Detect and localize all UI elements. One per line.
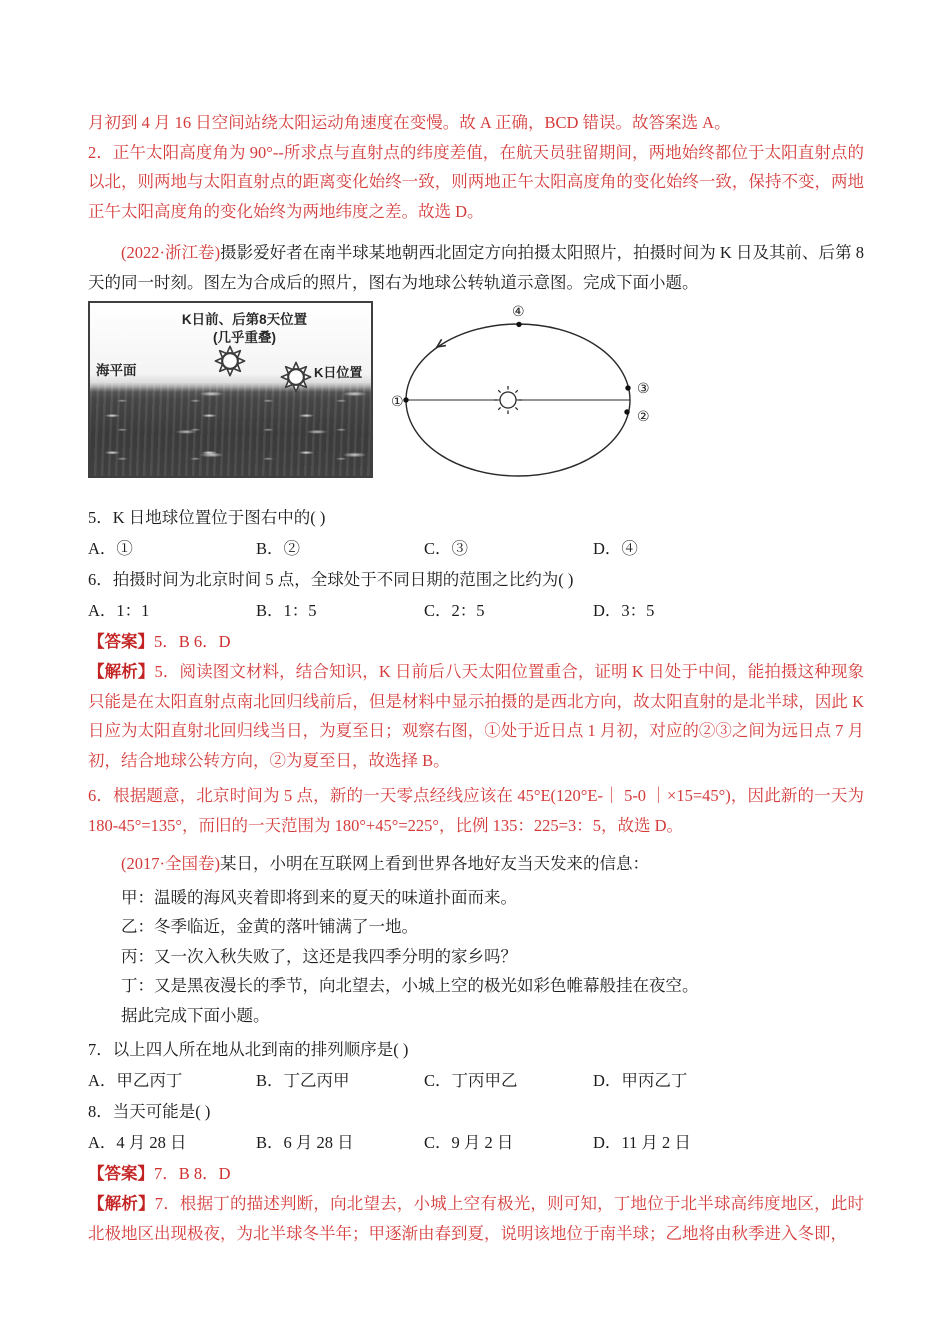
orbit-label-3: ③ bbox=[637, 380, 650, 396]
orbit-dot-4 bbox=[516, 322, 521, 327]
analysis-7-8 bbox=[88, 1189, 864, 1248]
q6-option-c: C．2：5 bbox=[424, 601, 485, 620]
analysis-7-8-text: 7．根据丁的描述判断，向北望去，小城上空有极光，则可知，丁地位于北半球高纬度地区，此时北极地区出现极夜，为北半球冬半年；甲逐渐由春到夏，说明该地位于南半球；乙地将由秋季进入冬即， bbox=[88, 1194, 865, 1243]
analysis-2: 2．正午太阳高度角为 90°--所求点与直射点的纬度差值，在航天员驻留期间，两地始终都位于太阳直射点的以北，则两地与太阳直射点的距离变化始终一致，则两地正午太阳高度角的变化始终一致，保持不变，两地正午太阳高度角的变化始终为两地纬度之差。故选 D。 bbox=[88, 142, 864, 221]
sun-icon-k bbox=[279, 360, 313, 394]
q5-option-c: C．③ bbox=[424, 539, 469, 558]
question-8-options bbox=[88, 1127, 864, 1158]
q7-option-a: A．甲乙丙丁 bbox=[88, 1071, 183, 1090]
analysis-5-6-text: 5．阅读图文材料，结合知识，K 日前后八天太阳位置重合，证明 K 日处于中间，能拍摄这种现象只能是在太阳直射点南北回归线前后，但是材料中显示拍摄的是西北方向，故太阳直射的是北半球，因此 K 日应为太阳直射北回归线当日，为夏至日；观察右图，①处于近日点 1 月初，对应的②③之间为远日点 7 月初，结合地球公转方向，②为夏至日，故选择 B。 bbox=[88, 662, 865, 770]
figure-row bbox=[88, 301, 864, 488]
orbit-dot-1 bbox=[403, 397, 408, 402]
answer-7-8 bbox=[88, 1158, 864, 1189]
passage-2017-source: (2017·全国卷) bbox=[121, 854, 220, 873]
q6-option-a: A．1：1 bbox=[88, 601, 150, 620]
messages-close: 据此完成下面小题。 bbox=[121, 1005, 270, 1025]
sun-icon-k8 bbox=[213, 344, 247, 378]
passage-2022 bbox=[88, 238, 864, 297]
passage-2022-text: 摄影爱好者在南半球某地朝西北固定方向拍摄太阳照片，拍摄时间为 K 日及其前、后第 8 天的同一时刻。图左为合成后的照片，图右为地球公转轨道示意图。完成下面小题。 bbox=[88, 243, 865, 292]
q8-option-c: C．9 月 2 日 bbox=[424, 1133, 514, 1152]
message-bing: 丙：又一次入秋失败了，这还是我四季分明的家乡吗？ bbox=[121, 946, 517, 966]
question-6-stem: 6．拍摄时间为北京时间 5 点，全球处于不同日期的范围之比约为( ) bbox=[88, 570, 574, 589]
answer-marker-78: 【答案】 bbox=[88, 1164, 154, 1183]
photo-label-sea-level: 海平面 bbox=[96, 363, 137, 378]
analysis-1-continuation: 月初到 4 月 16 日空间站绕太阳运动角速度在变慢。故 A 正确，BCD 错误。故答案选 A。 bbox=[88, 113, 731, 132]
passage-2017 bbox=[88, 849, 864, 879]
photo-label-k-position: K日位置 bbox=[314, 365, 363, 380]
answer-5-6 bbox=[88, 626, 864, 657]
answer-5-6-text: 5．B 6．D bbox=[154, 632, 231, 651]
photo-label-k8-position: K日前、后第8天位置 bbox=[181, 312, 308, 327]
q5-option-d: D．④ bbox=[593, 539, 638, 558]
q8-option-d: D．11 月 2 日 bbox=[593, 1133, 691, 1152]
q6-option-b: B．1：5 bbox=[256, 601, 317, 620]
question-7-stem: 7．以上四人所在地从北到南的排列顺序是( ) bbox=[88, 1040, 409, 1059]
question-8-stem: 8．当天可能是( ) bbox=[88, 1102, 211, 1121]
q5-option-a: A．① bbox=[88, 539, 133, 558]
answer-7-8-text: 7．B 8．D bbox=[154, 1164, 231, 1183]
q7-option-c: C．丁丙甲乙 bbox=[424, 1071, 518, 1090]
message-jia: 甲：温暖的海风夹着即将到来的夏天的味道扑面而来。 bbox=[121, 887, 517, 907]
photo-sea bbox=[90, 383, 371, 476]
q7-option-d: D．甲丙乙丁 bbox=[593, 1071, 688, 1090]
q5-option-b: B．② bbox=[256, 539, 301, 558]
question-6-options bbox=[88, 595, 864, 626]
q7-option-b: B．丁乙丙甲 bbox=[256, 1071, 350, 1090]
orbit-diagram bbox=[391, 303, 663, 488]
orbit-label-2: ② bbox=[637, 408, 650, 424]
sun-photo bbox=[88, 301, 373, 478]
analysis-marker-78: 【解析】 bbox=[88, 1194, 155, 1213]
orbit-label-1: ① bbox=[391, 393, 404, 409]
message-yi: 乙：冬季临近，金黄的落叶铺满了一地。 bbox=[121, 917, 418, 936]
analysis-5-6 bbox=[88, 657, 864, 775]
analysis-6: 6．根据题意，北京时间为 5 点，新的一天零点经线应该在 45°E(120°E-｜ 5-0 ｜×15=45°)，因此新的一天为 180-45°=135°，而旧的一天范围为 180°+45°=225°，比例 135：225=3：5，故选 D。 bbox=[88, 786, 864, 835]
passage-2022-source: (2022·浙江卷) bbox=[121, 243, 221, 262]
orbit-dot-3 bbox=[625, 385, 630, 390]
question-5-stem: 5．K 日地球位置位于图右中的( ) bbox=[88, 508, 326, 527]
orbit-dot-2 bbox=[624, 409, 629, 414]
question-7-options bbox=[88, 1065, 864, 1096]
q8-option-a: A．4 月 28 日 bbox=[88, 1133, 187, 1152]
q6-option-d: D．3：5 bbox=[593, 601, 655, 620]
q8-option-b: B．6 月 28 日 bbox=[256, 1133, 354, 1152]
passage-2017-text: 某日，小明在互联网上看到世界各地好友当天发来的信息： bbox=[219, 854, 649, 873]
message-ding: 丁：又是黑夜漫长的季节，向北望去，小城上空的极光如彩色帷幕般挂在夜空。 bbox=[121, 976, 699, 995]
photo-label-overlap: (几乎重叠) bbox=[213, 330, 276, 345]
answer-marker: 【答案】 bbox=[88, 632, 154, 651]
question-5-options bbox=[88, 533, 864, 564]
orbit-label-4: ④ bbox=[512, 303, 525, 319]
analysis-marker: 【解析】 bbox=[88, 662, 155, 681]
